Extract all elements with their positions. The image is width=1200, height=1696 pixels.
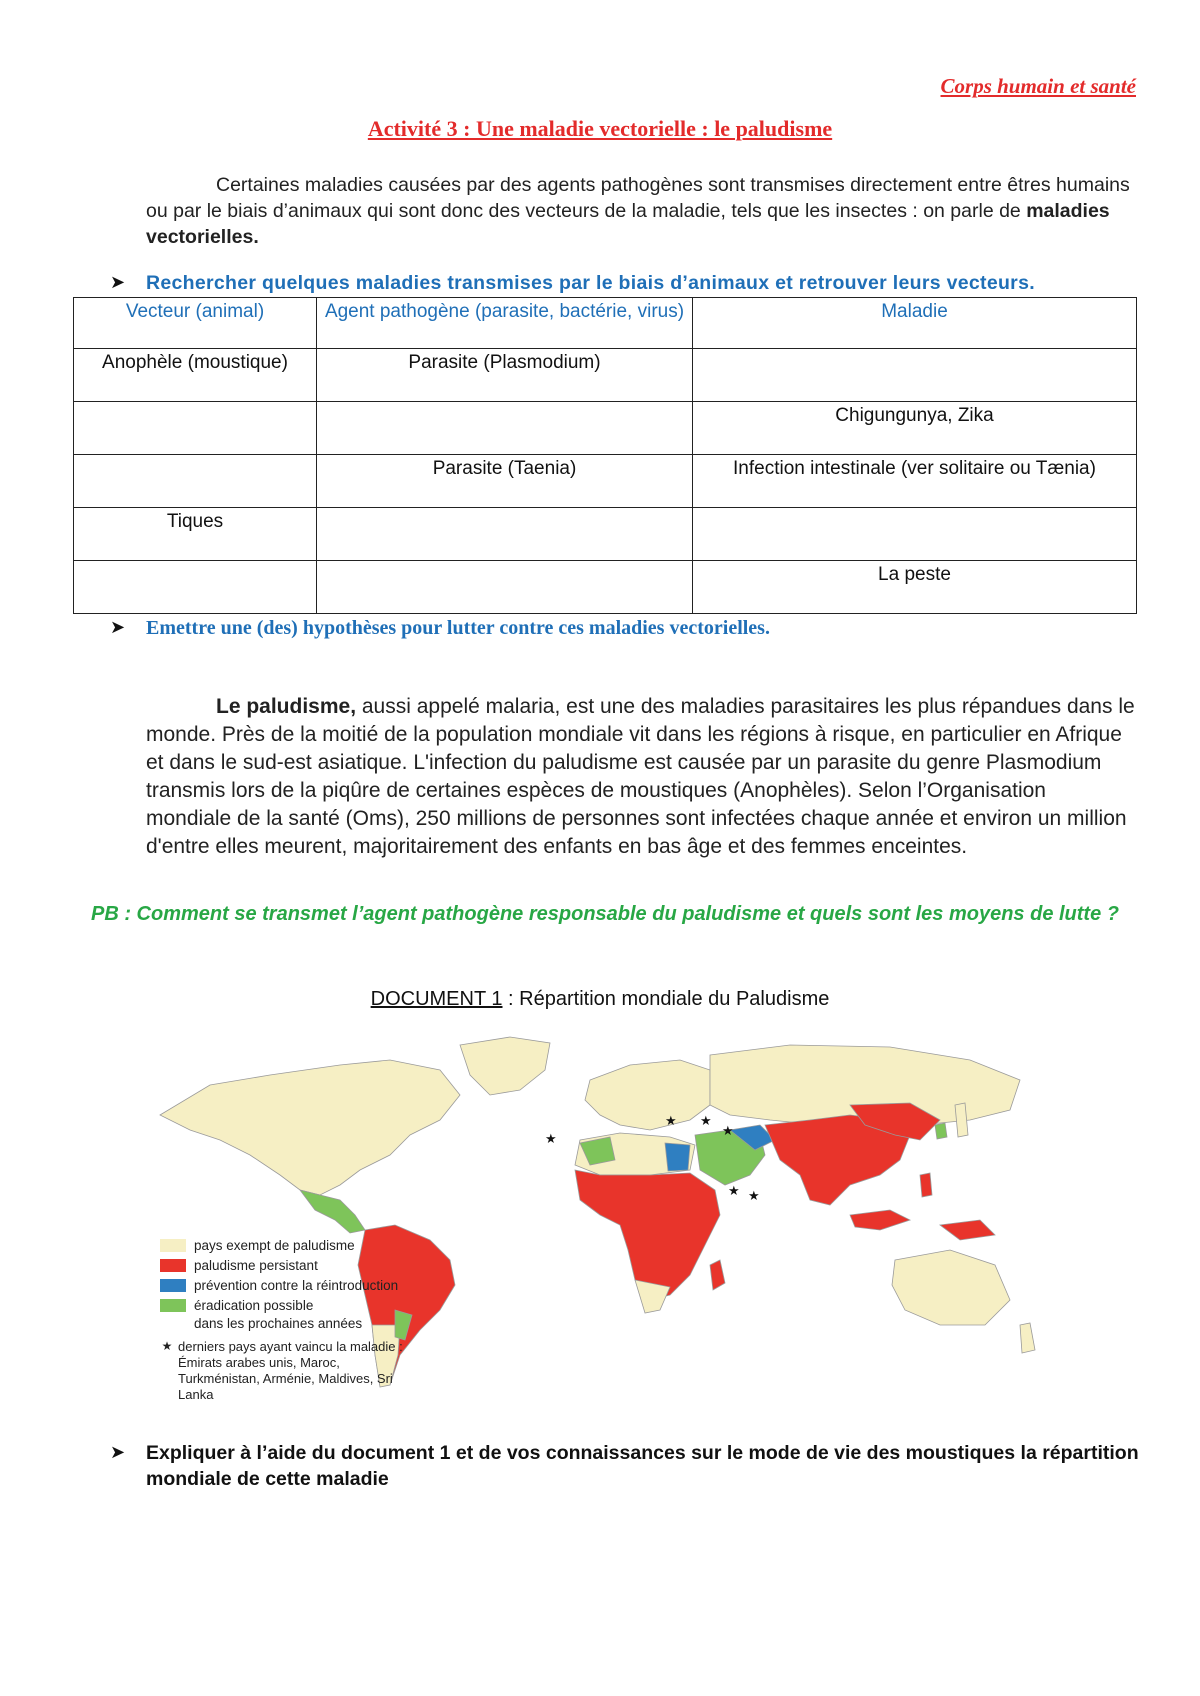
- star-marker-icon: ★: [700, 1114, 712, 1129]
- legend-swatch-icon: [160, 1299, 186, 1312]
- europe: [585, 1060, 710, 1130]
- document-title: [60, 988, 1140, 1011]
- madagascar: [710, 1260, 725, 1290]
- task-3: [110, 1440, 1150, 1492]
- course-header: Corps humain et santé: [940, 74, 1136, 98]
- arrow-bullet-icon: ➤: [110, 1442, 126, 1462]
- table-cell: [693, 508, 1137, 561]
- paragraph-text: aussi appelé malaria, est une des maladies parasitaires les plus répandues dans le monde. Près de la moitié de la population mondiale vit dans les régions à risque, en particulier en Afrique et dans le sud-est asiatique. L'infection du paludisme est causée par un parasite du genre Plasmodium transmis lors de la piqûre de certaines espèces de moustiques (Anophèles). Selon l’Organisation mondiale de la santé (Oms), 250 millions de personnes sont infectées chaque année et environ un million d'entre elles meurent, majoritairement des enfants en bas âge et des femmes enceintes.: [146, 695, 1135, 858]
- table-cell: [317, 508, 693, 561]
- legend-star-text: derniers pays ayant vaincu la maladie : Émirats arabes unis, Maroc, Turkménistan, Arménie, Maldives, Sri Lanka: [178, 1339, 403, 1402]
- table-cell: [693, 349, 1137, 402]
- legend-sub-label: dans les prochaines années: [194, 1316, 363, 1331]
- table-cell: Anophèle (moustique): [74, 349, 317, 402]
- legend-label: prévention contre la réintroduction: [194, 1277, 399, 1293]
- document-caption: : Répartition mondiale du Paludisme: [502, 988, 830, 1010]
- star-marker-icon: ★: [728, 1184, 740, 1199]
- star-marker-icon: ★: [722, 1124, 734, 1139]
- table-header-cell: Agent pathogène (parasite, bactérie, virus): [317, 298, 693, 349]
- new-zealand: [1020, 1323, 1035, 1353]
- philippines: [920, 1173, 932, 1197]
- arrow-bullet-icon: ➤: [110, 617, 126, 637]
- legend-swatch-icon: [160, 1259, 186, 1272]
- star-marker-icon: ★: [545, 1132, 557, 1147]
- table-header-cell: Vecteur (animal): [74, 298, 317, 349]
- intro-de: de: [999, 200, 1027, 222]
- table-cell: [317, 561, 693, 614]
- task-1: [110, 270, 1150, 296]
- paragraph-bold: Le paludisme,: [216, 695, 357, 718]
- indonesia: [850, 1210, 910, 1230]
- legend-item: [160, 1295, 460, 1315]
- table-row: [74, 402, 1137, 455]
- table-cell: Chigungunya, Zika: [693, 402, 1137, 455]
- legend-item: [160, 1275, 460, 1295]
- page-title: Activité 3 : Une maladie vectorielle : le paludisme: [367, 116, 833, 141]
- legend-item: [160, 1235, 460, 1255]
- table-cell: Parasite (Taenia): [317, 455, 693, 508]
- task-1-text: Rechercher quelques maladies transmises par le biais d’animaux et retrouver leurs vecteurs.: [146, 272, 1035, 294]
- korea-green: [935, 1123, 947, 1139]
- intro-bold: maladies vectorielles.: [146, 200, 1110, 248]
- legend-label: éradication possible: [194, 1297, 314, 1313]
- table-row: [74, 349, 1137, 402]
- map-legend: [160, 1235, 460, 1403]
- papua: [940, 1220, 995, 1240]
- table-cell: [317, 402, 693, 455]
- vector-table: [73, 297, 1137, 614]
- legend-swatch-icon: [160, 1279, 186, 1292]
- legend-star-item: [160, 1339, 460, 1403]
- legend-swatch-icon: [160, 1239, 186, 1252]
- task-2-text: Emettre une (des) hypothèses pour lutter contre ces maladies vectorielles.: [146, 617, 770, 639]
- table-row: [74, 508, 1137, 561]
- table-cell: Tiques: [74, 508, 317, 561]
- document-label: DOCUMENT 1: [370, 988, 503, 1010]
- table-cell: [74, 455, 317, 508]
- intro-paragraph: [146, 172, 1136, 250]
- star-marker-icon: ★: [665, 1114, 677, 1129]
- intro-text: Certaines maladies causées par des agents pathogènes sont transmises directement entre êtres humains ou par le biais d’animaux qui sont donc des vecteurs de la maladie, tels que les insectes : on parle: [146, 174, 1130, 222]
- star-icon: ★: [161, 1339, 173, 1353]
- task-3-text: Expliquer à l’aide du document 1 et de vos connaissances sur le mode de vie des moustiques la répartition mondiale de cette maladie: [146, 1442, 1139, 1490]
- australia: [892, 1250, 1010, 1325]
- table-cell: La peste: [693, 561, 1137, 614]
- table-row: [74, 455, 1137, 508]
- north-america: [160, 1060, 460, 1195]
- task-2: [110, 615, 1150, 641]
- table-cell: Parasite (Plasmodium): [317, 349, 693, 402]
- star-marker-icon: ★: [748, 1189, 760, 1204]
- arrow-bullet-icon: ➤: [110, 272, 126, 292]
- central-america: [300, 1190, 365, 1233]
- sub-saharan-africa: [575, 1170, 720, 1300]
- table-row: [74, 561, 1137, 614]
- table-header-row: [74, 298, 1137, 349]
- greenland: [460, 1037, 550, 1095]
- table-header-cell: Maladie: [693, 298, 1137, 349]
- legend-label: paludisme persistant: [194, 1257, 318, 1273]
- egypt-blue: [665, 1143, 690, 1171]
- table-cell: [74, 402, 317, 455]
- legend-label: pays exempt de paludisme: [194, 1237, 355, 1253]
- legend-item: [160, 1255, 460, 1275]
- malaria-paragraph: [146, 693, 1136, 861]
- table-cell: [74, 561, 317, 614]
- table-cell: Infection intestinale (ver solitaire ou Tænia): [693, 455, 1137, 508]
- problem-statement: PB : Comment se transmet l’agent pathogène responsable du paludisme et quels sont les moyens de lutte ?: [91, 903, 1119, 925]
